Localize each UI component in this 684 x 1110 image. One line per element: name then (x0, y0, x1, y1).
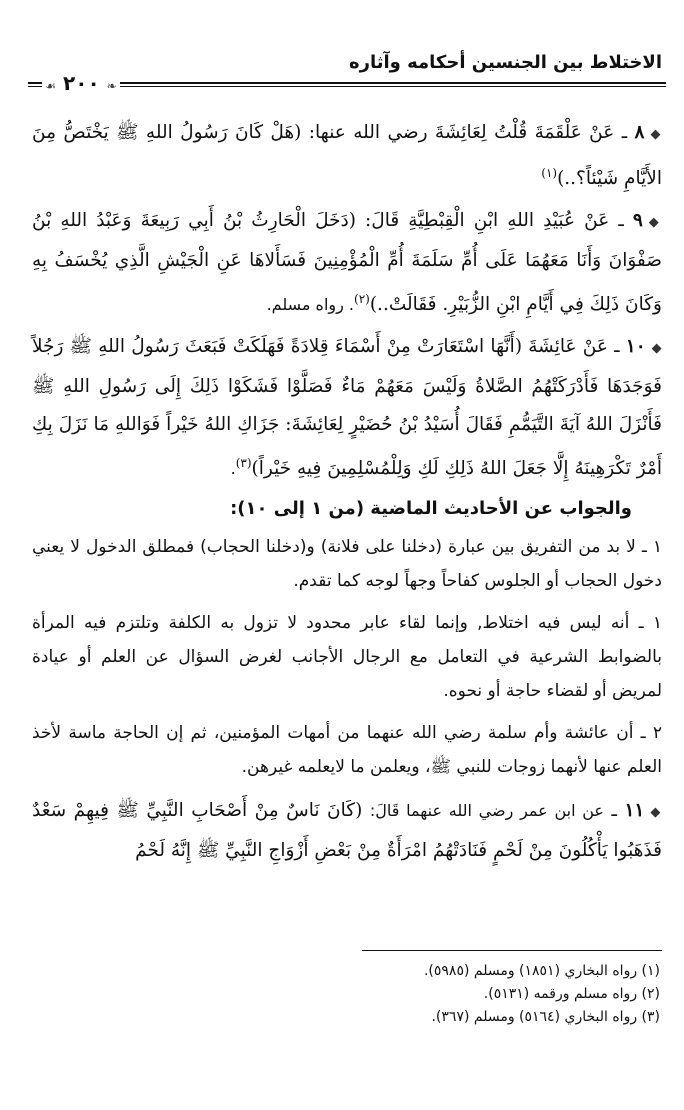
running-header (28, 52, 666, 100)
hadith-text: عَنْ عَلْقَمَةَ قُلْتُ لِعَائِشَةَ رضي الله عنها: (هَلْ كَانَ رَسُولُ اللهِ ﷺ يَخْتَصُّ مِنَ الأَيَّامِ شَيْئاً؟..) (32, 122, 662, 190)
main-text (32, 114, 662, 874)
header-rule (28, 82, 666, 84)
hadith-marker-icon: ◆ (650, 805, 663, 821)
hadith-tail: . رواه مسلم. (266, 295, 355, 315)
hadith-10: ◆١٠ ـ عَنْ عَائِشَةَ (أَنَّهَا اسْتَعَارَتْ مِنْ أَسْمَاءَ قِلادَةً فَهَلَكَتْ فَبَعَثَ رَسُولُ اللهِ ﷺ رَجُلاً فَوَجَدَهَا فَأَدْرَكَتْهُمُ الصَّلاةُ وَلَيْسَ مَعَهُمْ مَاءٌ فَصَلَّوْا فَشَكَوْا ذَلِكَ إِلَى رَسُولِ اللهِ ﷺ فَأَنْزَلَ اللهُ آيَةَ التَّيَمُّمِ فَقَالَ أُسَيْدُ بْنُ حُضَيْرٍ لِعَائِشَةَ: جَزَاكِ اللهُ خَيْراً فَوَاللهِ مَا نَزَلَ بِكِ أَمْرٌ تَكْرَهِينَهُ إِلَّا جَعَلَ اللهُ ذَلِكِ لَكِ وَلِلْمُسْلِمِينَ فِيهِ خَيْراً)$^{(٣)}$. (32, 336, 662, 480)
page-number (42, 70, 120, 96)
hadith-number: ١٠ (625, 336, 646, 358)
footnote-rule (362, 950, 662, 951)
footnote-ref: (٢) (354, 292, 370, 307)
answer-paragraph: ٢ ـ أن عائشة وأم سلمة رضي الله عنهما من أمهات المؤمنين، ثم إن الحاجة ماسة لأخذ العلم عنها لأنهما زوجات للنبي ﷺ، ويعلمن ما لايعلمه غيرهن. (32, 723, 662, 778)
hadith-number: ٨ (634, 122, 645, 143)
hadith-number: ٩ (632, 210, 643, 232)
hadith-marker-icon: ◆ (648, 215, 662, 231)
hadith-marker-icon: ◆ (650, 127, 662, 142)
hadith-text: (كَانَ نَاسٌ مِنْ أَصْحَابِ النَّبِيِّ ﷺ فِيهِمْ سَعْدٌ فَذَهَبُوا يَأْكُلُونَ مِنْ لَحْمٍ فَنَادَتْهُمُ امْرَأَةٌ مِنْ بَعْضِ أَزْوَاجِ النَّبِيِّ ﷺ إِنَّهُ لَحْمُ (32, 800, 662, 862)
hadith-9: ◆٩ ـ عَنْ عُبَيْدِ اللهِ ابْنِ الْقِبْطِيَّةِ قَالَ: (دَخَلَ الْحَارِثُ بْنُ أَبِي رَبِيعَةَ وَعَبْدُ اللهِ بْنُ صَفْوَانَ وَأَنَا مَعَهُمَا عَلَى أُمِّ سَلَمَةَ أُمِّ الْمُؤْمِنِينَ فَسَأَلاهَا عَنِ الْجَيْشِ الَّذِي يُخْسَفُ بِهِ وَكَانَ ذَلِكَ فِي أَيَّامِ ابْنِ الزُّبَيْرِ. فَقَالَتْ..)$^{(٢)}$. رواه مسلم. (32, 210, 662, 316)
hadith-tail: . (230, 459, 236, 479)
hadith-11: ◆١١ ـ عن ابن عمر رضي الله عنهما قَالَ: (كَانَ نَاسٌ مِنْ أَصْحَابِ النَّبِيِّ ﷺ فِيهِمْ سَعْدٌ فَذَهَبُوا يَأْكُلُونَ مِنْ لَحْمٍ فَنَادَتْهُمُ امْرَأَةٌ مِنْ بَعْضِ أَزْوَاجِ النَّبِيِّ ﷺ إِنَّهُ لَحْمُ (32, 800, 663, 862)
hadith-marker-icon: ◆ (651, 341, 662, 357)
footnote-ref: (١) (541, 166, 558, 180)
answer-heading: والجواب عن الأحاديث الماضية (من ١ إلى ١٠): (230, 498, 632, 520)
hadith-8: ◆٨ ـ عَنْ عَلْقَمَةَ قُلْتُ لِعَائِشَةَ رضي الله عنها: (هَلْ كَانَ رَسُولُ اللهِ ﷺ يَخْتَصُّ مِنَ الأَيَّامِ شَيْئاً؟..)$^{(١)}$ (32, 122, 662, 190)
footnote: (٣) رواه البخاري (٥١٦٤) ومسلم (٣٦٧). (431, 1009, 660, 1025)
page-number-value: ٢٠٠ (63, 71, 100, 95)
hadith-text: عَنْ عُبَيْدِ اللهِ ابْنِ الْقِبْطِيَّةِ قَالَ: (دَخَلَ الْحَارِثُ بْنُ أَبِي رَبِيعَةَ وَعَبْدُ اللهِ بْنُ صَفْوَانَ وَأَنَا مَعَهُمَا عَلَى أُمِّ سَلَمَةَ أُمِّ الْمُؤْمِنِينَ فَسَأَلاهَا عَنِ الْجَيْشِ الَّذِي يُخْسَفُ بِهِ وَكَانَ ذَلِكَ فِي أَيَّامِ ابْنِ الزُّبَيْرِ. فَقَالَتْ..) (32, 210, 662, 316)
footnote: (٢) رواه مسلم ورقمه (٥١٣١). (483, 986, 660, 1002)
book-title: الاختلاط بين الجنسين أحكامه وآثاره (348, 52, 662, 73)
hadith-prefix: عن ابن عمر رضي الله عنهما قَالَ: (369, 801, 604, 821)
footnote-ref: (٣) (235, 456, 252, 471)
answer-paragraph: ١ ـ لا بد من التفريق بين عبارة (دخلنا على فلانة) و(دخلنا الحجاب) فمطلق الدخول لا يعني دخول الحجاب أو الجلوس كفاحاً وجهاً لوجه كما تقدم. (32, 537, 662, 592)
ornament-right-icon: ❧ (106, 79, 117, 93)
footnote: (١) رواه البخاري (١٨٥١) ومسلم (٥٩٨٥). (423, 963, 660, 979)
ornament-left-icon: ☙ (45, 79, 57, 93)
header-rule-thin (28, 86, 666, 87)
hadith-text: عَنْ عَائِشَةَ (أَنَّهَا اسْتَعَارَتْ مِنْ أَسْمَاءَ قِلادَةً فَهَلَكَتْ فَبَعَثَ رَسُولُ اللهِ ﷺ رَجُلاً فَوَجَدَهَا فَأَدْرَكَتْهُمُ الصَّلاةُ وَلَيْسَ مَعَهُمْ مَاءٌ فَصَلَّوْا فَشَكَوْا ذَلِكَ إِلَى رَسُولِ اللهِ ﷺ فَأَنْزَلَ اللهُ آيَةَ التَّيَمُّمِ فَقَالَ أُسَيْدُ بْنُ حُضَيْرٍ لِعَائِشَةَ: جَزَاكِ اللهُ خَيْراً فَوَاللهِ مَا نَزَلَ بِكِ أَمْرٌ تَكْرَهِينَهُ إِلَّا جَعَلَ اللهُ ذَلِكِ لَكِ وَلِلْمُسْلِمِينَ فِيهِ خَيْراً) (32, 336, 662, 480)
footnotes (40, 960, 660, 1029)
hadith-number: ١١ (624, 800, 645, 822)
answer-paragraph: ١ ـ أنه ليس فيه اختلاط, وإنما لقاء عابر محدود لا تزول به الكلفة وتلتزم فيه المرأة بالضوابط الشرعية في التعامل مع الرجال الأجانب لغرض السؤال عن العلم أو عيادة لمريض أو لقضاء حاجة أو نحوه. (32, 613, 662, 702)
